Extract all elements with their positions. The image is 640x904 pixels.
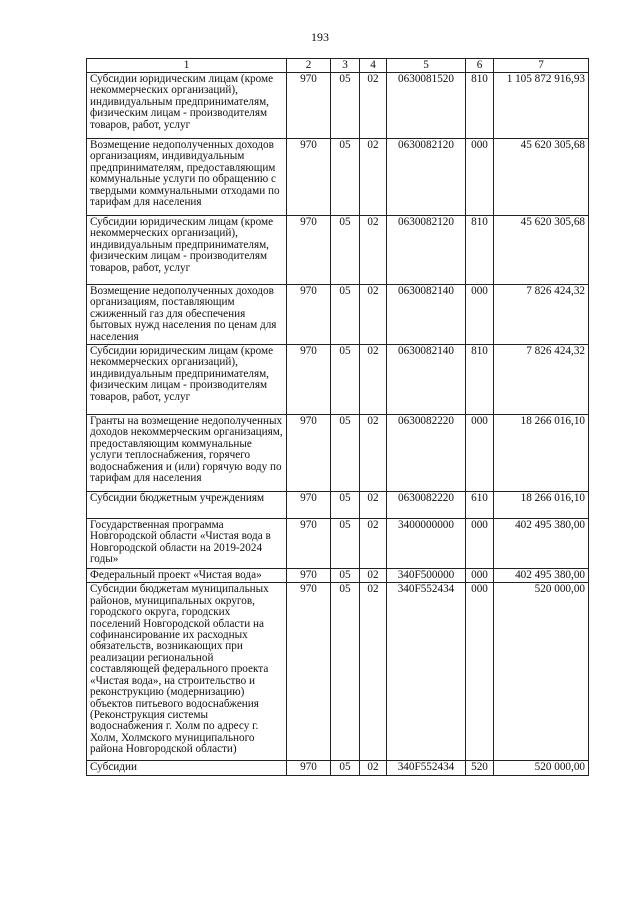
amount: 1 105 872 916,93 <box>494 73 589 139</box>
admin-code: 970 <box>287 415 331 492</box>
expense-type-code: 000 <box>466 583 494 761</box>
section-code: 05 <box>331 73 360 139</box>
amount: 520 000,00 <box>494 583 589 761</box>
section-code: 05 <box>331 519 360 569</box>
admin-code: 970 <box>287 73 331 139</box>
column-header: 2 <box>287 59 331 73</box>
amount: 7 826 424,32 <box>494 345 589 415</box>
subsection-code: 02 <box>360 583 387 761</box>
admin-code: 970 <box>287 583 331 761</box>
subsection-code: 02 <box>360 492 387 519</box>
amount: 18 266 016,10 <box>494 415 589 492</box>
expense-type-code: 810 <box>466 73 494 139</box>
row-name: Субсидии юридическим лицам (кроме некоммерческих организаций), индивидуальным предпринимателям, физическим лицам - производителям товаров, работ, услуг <box>87 345 287 415</box>
row-name: Субсидии юридическим лицам (кроме некоммерческих организаций), индивидуальным предпринимателям, физическим лицам - производителям товаров, работ, услуг <box>87 216 287 285</box>
subsection-code: 02 <box>360 285 387 345</box>
expense-type-code: 810 <box>466 216 494 285</box>
row-name: Федеральный проект «Чистая вода» <box>87 569 287 583</box>
table-row <box>87 583 589 761</box>
expense-type-code: 610 <box>466 492 494 519</box>
expense-type-code: 000 <box>466 519 494 569</box>
subsection-code: 02 <box>360 569 387 583</box>
target-article-code: 0630082120 <box>387 216 466 285</box>
table-row <box>87 73 589 139</box>
target-article-code: 0630082140 <box>387 345 466 415</box>
subsection-code: 02 <box>360 345 387 415</box>
expense-type-code: 000 <box>466 285 494 345</box>
amount: 402 495 380,00 <box>494 569 589 583</box>
target-article-code: 340F500000 <box>387 569 466 583</box>
table-row <box>87 569 589 583</box>
expense-type-code: 000 <box>466 569 494 583</box>
row-name: Государственная программа Новгородской области «Чистая вода в Новгородской области на 2019-2024 годы» <box>87 519 287 569</box>
column-header: 3 <box>331 59 360 73</box>
admin-code: 970 <box>287 345 331 415</box>
amount: 402 495 380,00 <box>494 519 589 569</box>
table-row <box>87 761 589 775</box>
expense-type-code: 520 <box>466 761 494 775</box>
row-name: Субсидии юридическим лицам (кроме некоммерческих организаций), индивидуальным предпринимателям, физическим лицам - производителям товаров, работ, услуг <box>87 73 287 139</box>
target-article-code: 0630082220 <box>387 492 466 519</box>
table-row <box>87 139 589 216</box>
table-row <box>87 345 589 415</box>
amount: 18 266 016,10 <box>494 492 589 519</box>
subsection-code: 02 <box>360 73 387 139</box>
target-article-code: 340F552434 <box>387 583 466 761</box>
target-article-code: 0630082220 <box>387 415 466 492</box>
subsection-code: 02 <box>360 415 387 492</box>
target-article-code: 3400000000 <box>387 519 466 569</box>
column-header: 4 <box>360 59 387 73</box>
row-name: Субсидии бюджетным учреждениям <box>87 492 287 519</box>
row-name: Возмещение недополученных доходов организациям, индивидуальным предпринимателям, предоставляющим коммунальные услуги по обращению с твердыми коммунальными отходами по тарифам для населения <box>87 139 287 216</box>
subsection-code: 02 <box>360 761 387 775</box>
amount: 520 000,00 <box>494 761 589 775</box>
amount: 45 620 305,68 <box>494 216 589 285</box>
table-row <box>87 216 589 285</box>
admin-code: 970 <box>287 285 331 345</box>
section-code: 05 <box>331 583 360 761</box>
page-number: 193 <box>311 30 329 44</box>
admin-code: 970 <box>287 569 331 583</box>
row-name: Гранты на возмещение недополученных доходов некоммерческим организациям, предоставляющим коммунальные услуги теплоснабжения, горячего водоснабжения и (или) горячую воду по тарифам для населения <box>87 415 287 492</box>
section-code: 05 <box>331 569 360 583</box>
admin-code: 970 <box>287 519 331 569</box>
section-code: 05 <box>331 492 360 519</box>
table-row <box>87 285 589 345</box>
section-code: 05 <box>331 285 360 345</box>
admin-code: 970 <box>287 216 331 285</box>
target-article-code: 0630082140 <box>387 285 466 345</box>
section-code: 05 <box>331 139 360 216</box>
column-header: 6 <box>466 59 494 73</box>
column-header: 1 <box>87 59 287 73</box>
table-header-row <box>87 59 589 73</box>
section-code: 05 <box>331 761 360 775</box>
column-header: 5 <box>387 59 466 73</box>
section-code: 05 <box>331 415 360 492</box>
target-article-code: 0630081520 <box>387 73 466 139</box>
row-name: Субсидии бюджетам муниципальных районов, муниципальных округов, городского округа, городских поселений Новгородской области на софинансирование их расходных обязательств, возникающих при реализации региональной составляющей федерального проекта «Чистая вода», на строительство и реконструкцию (модернизацию) объектов питьевого водоснабжения (Реконструкция системы водоснабжения г. Холм по адресу г. Холм, Холмского муниципального района Новгородской области) <box>87 583 287 761</box>
expense-type-code: 000 <box>466 415 494 492</box>
admin-code: 970 <box>287 761 331 775</box>
target-article-code: 0630082120 <box>387 139 466 216</box>
row-name: Возмещение недополученных доходов организациям, поставляющим сжиженный газ для обеспечения бытовых нужд населения по ценам для населения <box>87 285 287 345</box>
amount: 45 620 305,68 <box>494 139 589 216</box>
row-name: Субсидии <box>87 761 287 775</box>
section-code: 05 <box>331 216 360 285</box>
table-row <box>87 519 589 569</box>
table-row <box>87 415 589 492</box>
budget-table <box>86 58 589 776</box>
admin-code: 970 <box>287 492 331 519</box>
subsection-code: 02 <box>360 519 387 569</box>
target-article-code: 340F552434 <box>387 761 466 775</box>
subsection-code: 02 <box>360 216 387 285</box>
table-row <box>87 492 589 519</box>
column-header: 7 <box>494 59 589 73</box>
expense-type-code: 000 <box>466 139 494 216</box>
expense-type-code: 810 <box>466 345 494 415</box>
section-code: 05 <box>331 345 360 415</box>
subsection-code: 02 <box>360 139 387 216</box>
amount: 7 826 424,32 <box>494 285 589 345</box>
admin-code: 970 <box>287 139 331 216</box>
